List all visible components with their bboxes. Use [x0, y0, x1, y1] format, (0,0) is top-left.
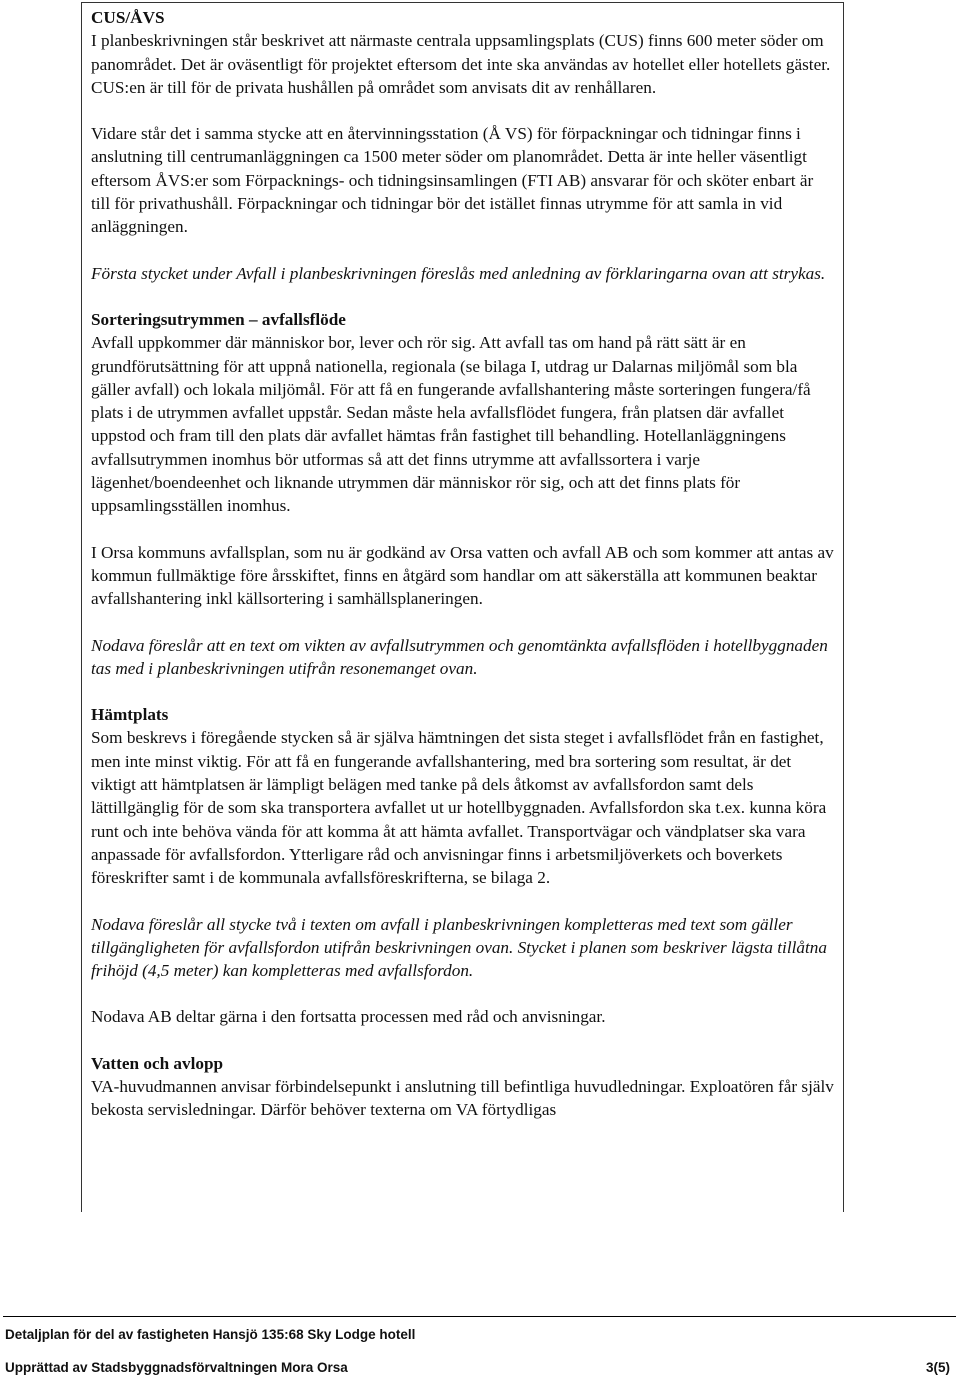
sortering-paragraph-2: I Orsa kommuns avfallsplan, som nu är godkänd av Orsa vatten och avfall AB och som kommer att antas av kommun fullmäktige före årsskiftet, finns en åtgärd som handlar om att säkerställa att kommunen beaktar avfallshantering inkl källsortering i samhällsplaneringen.	[91, 542, 834, 609]
cus-paragraph-2: Vidare står det i samma stycke att en återvinningsstation (Å VS) för förpackningar och tidningar finns i anslutning till centrumanläggningen ca 1500 meter söder om planområdet. Detta är inte heller väsentligt eftersom ÅVS:er som Förpacknings- och tidningsinsamlingen (FTI AB) ansvarar för och sköter enbart är till för privathushåll. Förpackningar och tidningar bör det istället finnas utrymme för att samla in vid anläggningen.	[91, 124, 814, 237]
footer-line-1: Detaljplan för del av fastigheten Hansjö 135:68 Sky Lodge hotell	[5, 1327, 416, 1342]
sortering-paragraph-1: Avfall uppkommer där människor bor, lever och rör sig. Att avfall tas om hand på rätt sätt är en grundförutsättning för att uppnå nationella, regionala (se bilaga I, utdrag ur Dalarnas miljömål som bla gäller avfall) och lokala miljömål. För att få en fungerande avfallshantering måste sorteringen fungera/få plats i de utrymmen avfallet uppstår. Sedan måste hela avfallsflödet fungera, från platsen där avfallet uppstod och fram till den plats där avfallet hämtas från fastighet till behandling. Hotellanläggningens avfallsutrymmen inomhus bör utformas så att det finns utrymme att avfallssortera i varje lägenhet/boendeenhet och liknande utrymmen där människor rör sig, och att det finns plats för uppsamlingsställen inomhus.	[91, 333, 811, 516]
section-sortering	[91, 308, 836, 518]
section-hamtplats	[91, 703, 836, 889]
document-body	[91, 6, 836, 1122]
heading-hamtplats: Hämtplats	[91, 705, 169, 725]
hamtplats-paragraph-1: Som beskrevs i föregående stycken så är själva hämtningen det sista steget i avfallsflödet från en fastighet, men inte minst viktig. För att få en fungerande avfallshantering, med bra sortering som resultat, är det viktigt att hämtplatsen är lämpligt belägen med tanke på dels åtkomst av avfallsfordon samt dels lättillgänglig för de som ska transportera avfallet ut ur hotellbyggnaden. Avfallsfordon ska t.ex. kunna köra runt och inte behöva vända för att komma åt att hämta avfallet. Transportvägar och vändplatser ska vara anpassade för avfallsfordon. Ytterligare råd och anvisningar finns i arbetsmiljöverkets och boverkets föreskrifter samt i de kommunala avfallsföreskrifterna, se bilaga 2.	[91, 728, 827, 888]
heading-cus: CUS/ÅVS	[91, 8, 165, 27]
hamtplats-proposal: Nodava föreslår all stycke två i texten om avfall i planbeskrivningen kompletteras med text som gäller tillgängligheten för avfallsfordon utifrån beskrivningen ovan. Stycket i planen som beskriver lägsta tillåtna frihöjd (4,5 meter) kan kompletteras med avfallsfordon.	[91, 914, 827, 981]
heading-sortering: Sorteringsutrymmen – avfallsflöde	[91, 309, 346, 329]
cus-paragraph-1: I planbeskrivningen står beskrivet att närmaste centrala uppsamlingsplats (CUS) finns 600 meter söder om panområdet. Det är oväsentligt för projektet eftersom det inte ska användas av hotellet eller hotellets gäster. CUS:en är till för de privata hushållen på området som anvisats dit av renhållaren.	[91, 31, 831, 97]
hamtplats-paragraph-2: Nodava AB deltar gärna i den fortsatta processen med råd och anvisningar.	[91, 1007, 606, 1027]
cus-proposal: Första stycket under Avfall i planbeskrivningen föreslås med anledning av förklaringarna ovan att strykas.	[91, 263, 826, 283]
footer-divider	[3, 1316, 956, 1317]
sortering-proposal: Nodava föreslår att en text om vikten av avfallsutrymmen och genomtänkta avfallsflöden i hotellbyggnaden tas med i planbeskrivningen utifrån resonemanget ovan.	[91, 635, 828, 678]
vatten-paragraph-1: VA-huvudmannen anvisar förbindelsepunkt i anslutning till befintliga huvudledningar. Exploatören får själv bekosta servisledningar. Därför behöver texterna om VA förtydligas	[91, 1076, 834, 1120]
section-cus	[91, 6, 836, 99]
page-number: 3(5)	[925, 1360, 950, 1375]
footer-line-2: Upprättad av Stadsbyggnadsförvaltningen Mora Orsa	[5, 1360, 348, 1375]
heading-vatten: Vatten och avlopp	[91, 1053, 224, 1073]
footer-line-2-container	[5, 1360, 950, 1376]
section-vatten	[91, 1052, 836, 1122]
